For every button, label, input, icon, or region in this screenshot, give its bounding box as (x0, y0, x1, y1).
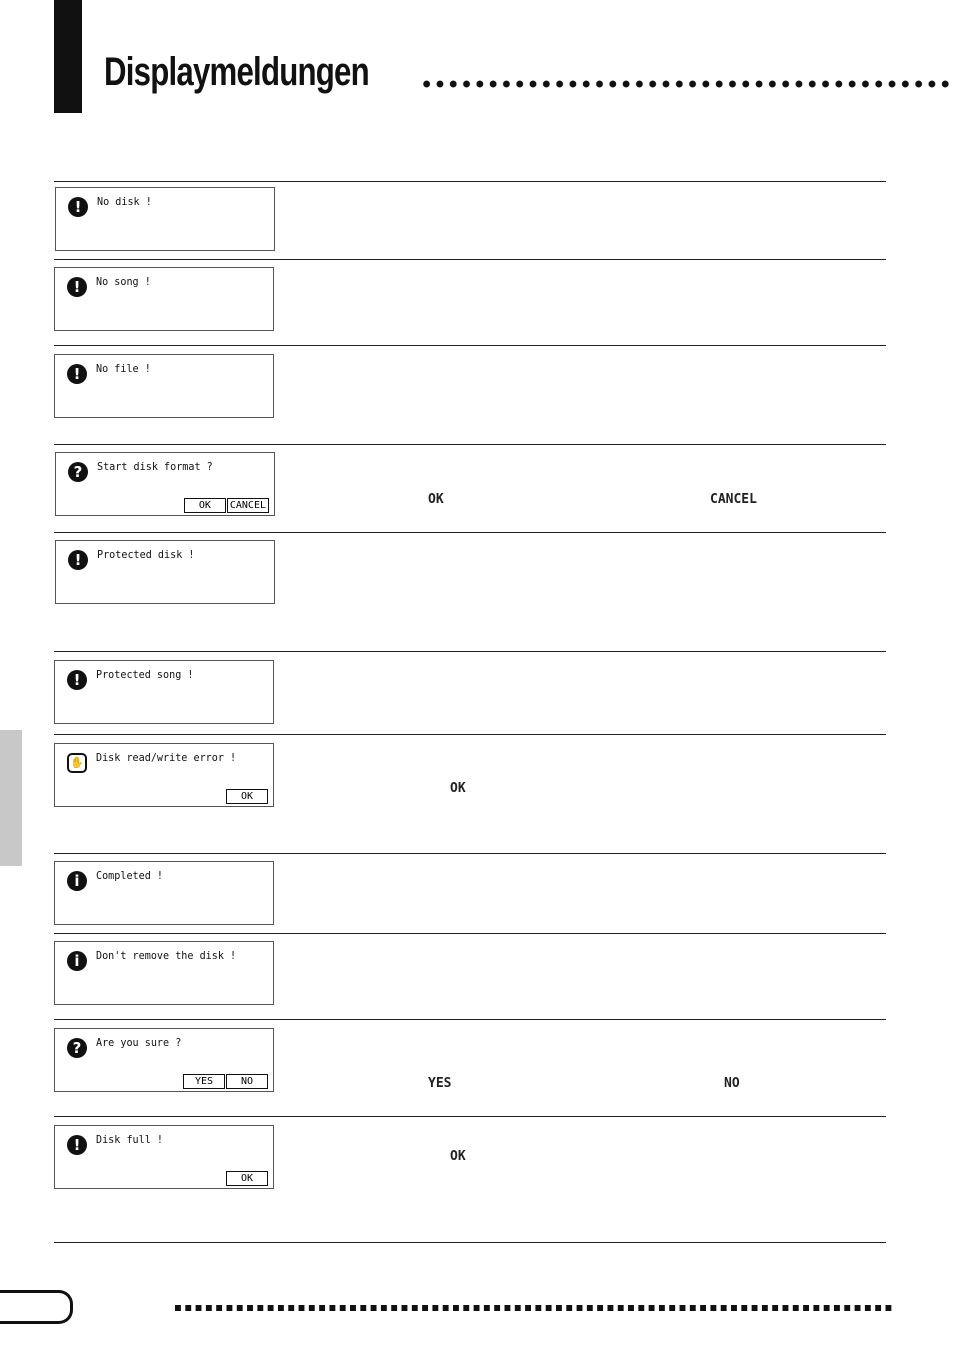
row-divider (54, 1242, 886, 1243)
message-text: Completed ! (96, 869, 164, 882)
row-divider (54, 933, 886, 934)
message-text: Disk read/write error ! (96, 751, 237, 764)
ok-button[interactable]: OK (226, 1171, 268, 1186)
display-message-box (54, 1028, 274, 1092)
display-message-box (54, 354, 274, 418)
exclamation-icon: ! (67, 670, 87, 690)
row-divider (54, 532, 886, 533)
exclamation-icon: ! (67, 1135, 87, 1155)
message-text: Don't remove the disk ! (96, 949, 237, 962)
chapter-bar (54, 0, 82, 113)
no-button[interactable]: NO (226, 1074, 268, 1089)
ok-button[interactable]: OK (226, 789, 268, 804)
display-message-box (54, 941, 274, 1005)
message-text: Protected song ! (96, 668, 194, 681)
message-text: Disk full ! (96, 1133, 164, 1146)
row-divider (54, 345, 886, 346)
row-divider (54, 259, 886, 260)
row-divider (54, 444, 886, 445)
message-text: No disk ! (97, 195, 152, 208)
display-message-box (55, 452, 275, 516)
display-message-box (55, 187, 275, 251)
button-group (182, 1074, 268, 1089)
message-text: No file ! (96, 362, 151, 375)
yes-button[interactable]: YES (183, 1074, 225, 1089)
info-icon: i (67, 951, 87, 971)
exclamation-icon: ! (67, 364, 87, 384)
side-tab (0, 730, 22, 866)
button-reference-text: CANCEL (710, 492, 757, 507)
display-message-box (54, 1125, 274, 1189)
display-message-box (54, 267, 274, 331)
cancel-button[interactable]: CANCEL (227, 498, 269, 513)
message-text: Start disk format ? (97, 460, 213, 473)
row-divider (54, 853, 886, 854)
hand-icon: ✋ (67, 753, 87, 773)
footer-square-leader (175, 1305, 895, 1311)
exclamation-icon: ! (68, 550, 88, 570)
display-message-box (55, 540, 275, 604)
ok-button[interactable]: OK (184, 498, 226, 513)
exclamation-icon: ! (67, 277, 87, 297)
title-dot-leader (420, 80, 954, 88)
button-reference-text: YES (428, 1076, 452, 1091)
info-icon: i (67, 871, 87, 891)
button-group (183, 498, 269, 513)
display-message-box (54, 660, 274, 724)
button-reference-text: OK (428, 492, 444, 507)
row-divider (54, 1019, 886, 1020)
button-reference-text: OK (450, 1149, 466, 1164)
question-icon: ? (68, 462, 88, 482)
display-message-box (54, 861, 274, 925)
message-text: Are you sure ? (96, 1036, 182, 1049)
row-divider (54, 181, 886, 182)
message-text: Protected disk ! (97, 548, 195, 561)
message-text: No song ! (96, 275, 151, 288)
button-group (225, 789, 268, 804)
display-message-box (54, 743, 274, 807)
page-title: Displaymeldungen (104, 50, 369, 94)
page-number-tab (0, 1290, 73, 1324)
button-reference-text: OK (450, 781, 466, 796)
row-divider (54, 1116, 886, 1117)
button-group (225, 1171, 268, 1186)
exclamation-icon: ! (68, 197, 88, 217)
question-icon: ? (67, 1038, 87, 1058)
row-divider (54, 734, 886, 735)
button-reference-text: NO (724, 1076, 740, 1091)
row-divider (54, 651, 886, 652)
